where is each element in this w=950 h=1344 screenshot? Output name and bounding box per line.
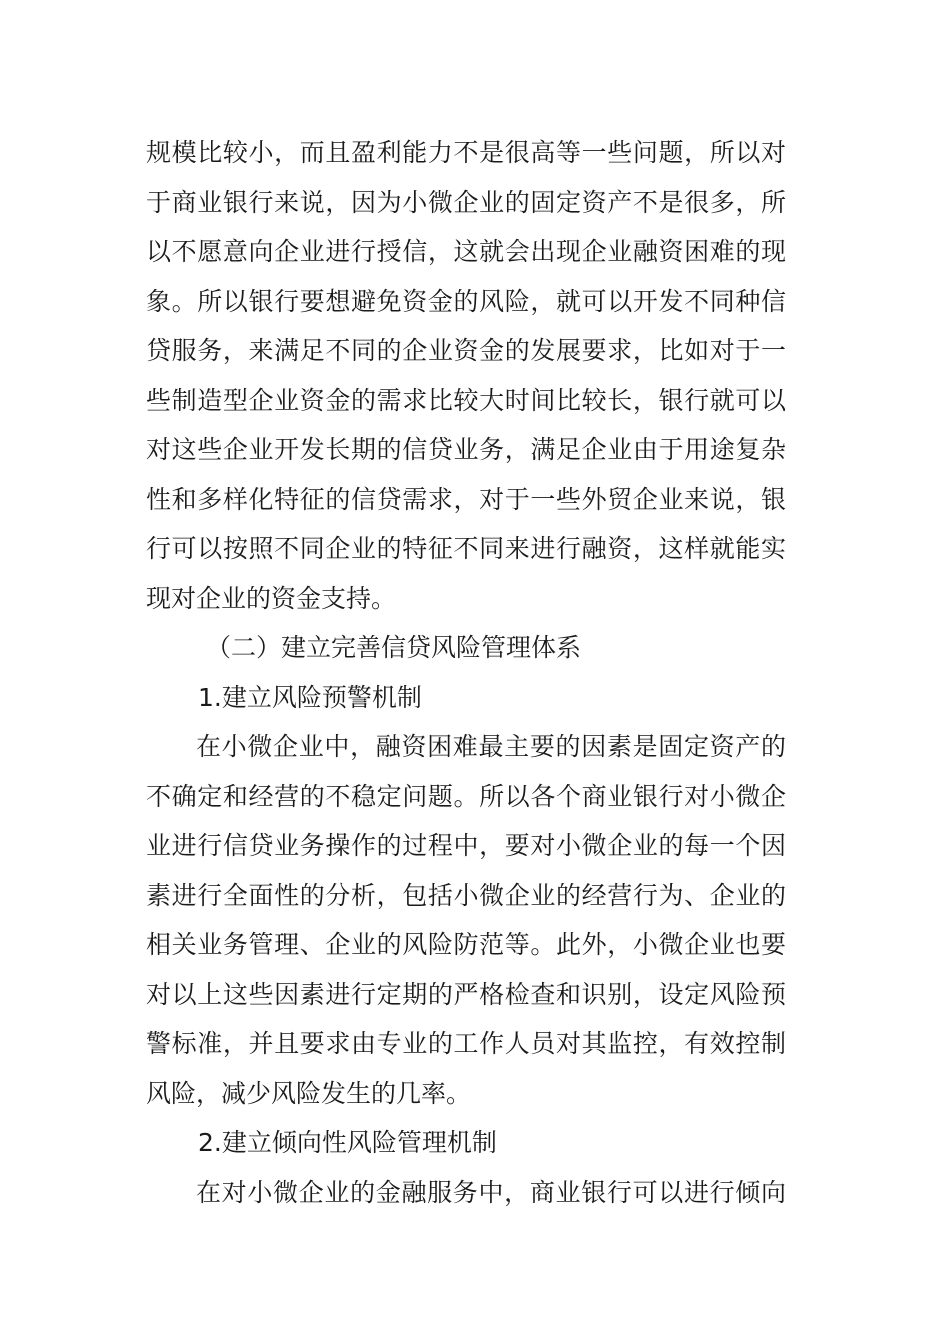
text-line: 现对企业的资金支持。 [146, 583, 397, 613]
text-line: 些制造型企业资金的需求比较大时间比较长，银行就可以 [146, 385, 786, 415]
paragraph-continuation [146, 128, 786, 623]
text-line: 象。所以银行要想避免资金的风险，就可以开发不同种信 [146, 286, 786, 316]
paragraph-risk-warning [146, 722, 786, 1118]
paragraph-tendency-risk [146, 1168, 786, 1218]
text-line: 对这些企业开发长期的信贷业务，满足企业由于用途复杂 [146, 435, 786, 464]
text-line: 在小微企业中，融资困难最主要的因素是固定资产的 [196, 732, 786, 761]
subsection-heading-2: 2.建立倾向性风险管理机制 [198, 1128, 497, 1157]
text-line: 风险，减少风险发生的几率。 [146, 1078, 472, 1108]
text-line: 在对小微企业的金融服务中，商业银行可以进行倾向 [196, 1177, 786, 1207]
section-heading: （二）建立完善信贷风险管理体系 [206, 633, 582, 662]
text-line: 素进行全面性的分析，包括小微企业的经营行为、企业的 [146, 880, 786, 910]
text-line: 对以上这些因素进行定期的严格检查和识别，设定风险预 [146, 979, 786, 1009]
text-line: 性和多样化特征的信贷需求，对于一些外贸企业来说，银 [146, 484, 786, 514]
text-line: 以不愿意向企业进行授信，这就会出现企业融资困难的现 [146, 237, 786, 266]
text-line: 业进行信贷业务操作的过程中，要对小微企业的每一个因 [146, 831, 786, 860]
text-line: 相关业务管理、企业的风险防范等。此外，小微企业也要 [146, 930, 786, 959]
subsection-heading-1: 1.建立风险预警机制 [198, 682, 422, 712]
document-body [146, 128, 786, 1217]
text-line: 于商业银行来说，因为小微企业的固定资产不是很多，所 [146, 187, 786, 217]
text-line: 不确定和经营的不稳定问题。所以各个商业银行对小微企 [146, 781, 786, 811]
text-line: 行可以按照不同企业的特征不同来进行融资，这样就能实 [146, 534, 786, 563]
text-line: 规模比较小，而且盈利能力不是很高等一些问题，所以对 [146, 138, 786, 167]
text-line: 贷服务，来满足不同的企业资金的发展要求，比如对于一 [146, 336, 786, 365]
text-line: 警标准，并且要求由专业的工作人员对其监控，有效控制 [146, 1029, 786, 1058]
